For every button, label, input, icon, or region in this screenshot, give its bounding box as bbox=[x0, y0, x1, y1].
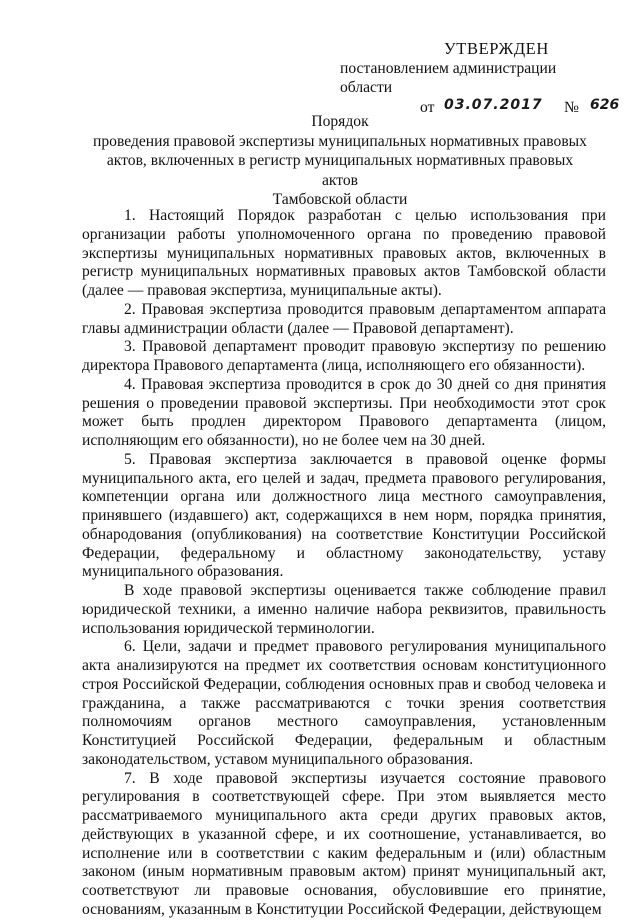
approval-date-label: от bbox=[420, 99, 435, 117]
approval-date-handwritten: 03.07.2017 bbox=[444, 97, 543, 114]
title-heading: Порядок bbox=[311, 113, 369, 130]
approval-number-handwritten: 626 bbox=[590, 97, 620, 114]
paragraph-1: 1. Настоящий Порядок разработан с целью использования при организации работы уполномоченного органа по проведению правовой экспертизы муниципальных нормативных правовых актов, включенных в регистр муниципальных нормативных правовых актов Тамбовской области (далее — правовая экспертиза, муниципальные акты). bbox=[82, 207, 606, 299]
paragraph-3: 3. Правовой департамент проводит правовую экспертизу по решению директора Правового департамента (лица, исполняющего его обязанности). bbox=[82, 338, 606, 374]
paragraph-5-continued: В ходе правовой экспертизы оценивается также соблюдение правил юридической техники, а именно наличие набора реквизитов, правильность использования юридической терминологии. bbox=[82, 582, 606, 637]
approval-number-label: № bbox=[564, 99, 579, 117]
document-body bbox=[82, 207, 606, 920]
document-title bbox=[90, 112, 590, 210]
approval-title: УТВЕРЖДЕН bbox=[444, 39, 549, 58]
approval-decree-line: постановлением администрации области bbox=[340, 60, 557, 96]
approval-block bbox=[340, 39, 620, 119]
title-subtitle-line: Тамбовской области bbox=[272, 191, 408, 208]
title-subtitle-line: актов, включенных в регистр муниципальных нормативных правовых актов bbox=[106, 152, 574, 189]
paragraph-7: 7. В ходе правовой экспертизы изучается состояние правового регулирования в соответствующей сфере. При этом выявляется место рассматриваемого муниципального акта среди других правовых актов, действующих в указанной сфере, и их соотношение, устанавливается, во исполнение или в соответствии с каким федеральным и (или) областным законом (иным нормативным правовым актом) принят муниципальный акт, соответствуют ли правовые основания, обусловившие его принятие, основаниям, указанным в Конституции Российской Федерации, действующем bbox=[82, 769, 606, 918]
paragraph-5: 5. Правовая экспертиза заключается в правовой оценке формы муниципального акта, его целей и задач, предмета правового регулирования, компетенции органа или должностного лица местного самоуправления, принявшего (издавшего) акт, содержащихся в нем норм, порядка принятия, обнародования (опубликования) на соответствие Конституции Российской Федерации, федеральному и областному законодательству, уставу муниципального образования. bbox=[82, 450, 606, 581]
title-subtitle-line: проведения правовой экспертизы муниципальных нормативных правовых bbox=[93, 132, 587, 150]
paragraph-2: 2. Правовая экспертиза проводится правовым департаментом аппарата главы администрации области (далее — Правовой департамент). bbox=[82, 300, 606, 337]
paragraph-6: 6. Цели, задачи и предмет правового регулирования муниципального акта анализируются на предмет их соответствия основам конституционного строя Российской Федерации, соблюдения основных прав и свобод человека и гражданина, а также рассматриваются с точки зрения соответствия полномочиям органов местного самоуправления, установленным Конституцией Российской Федерации, федеральным и областным законодательством, уставом муниципального образования. bbox=[82, 638, 606, 768]
paragraph-4: 4. Правовая экспертиза проводится в срок до 30 дней со дня принятия решения о проведении правовой экспертизы. При необходимости этот срок может быть продлен директором Правового департамента (лицом, исполняющим его обязанности), но не более чем на 30 дней. bbox=[82, 375, 606, 449]
